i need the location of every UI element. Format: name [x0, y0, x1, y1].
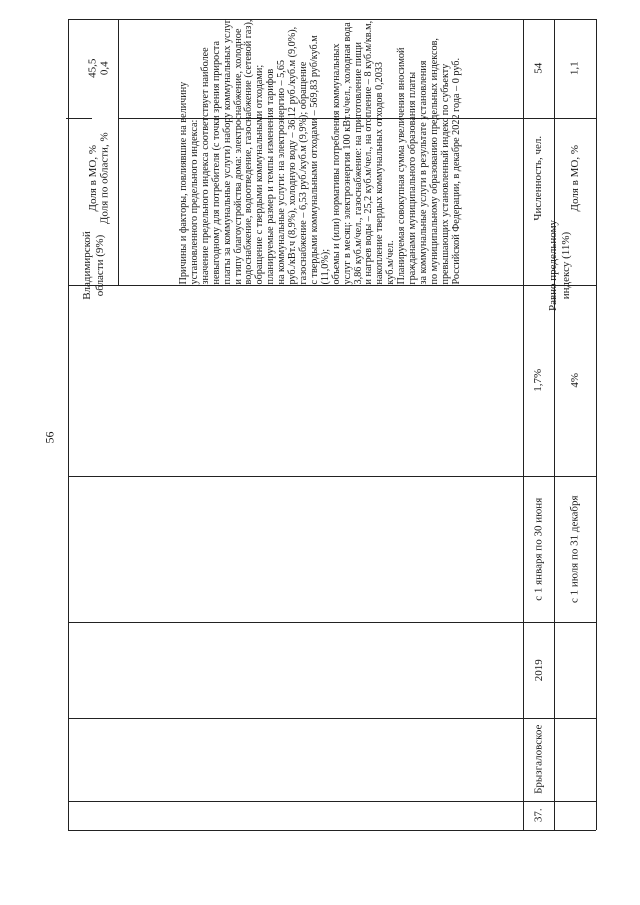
municipality: Брызгаловское — [532, 724, 545, 795]
row37-share-mo-label: Доля в МО, % — [568, 144, 581, 212]
reasons-text: Причины и факторы, повлиявшие на величину установленного предельного индекса: значение предельного индекса соответствует наиболее невыгодному для потребителя (с точки зрения прироста платы за коммунальные услуги) набору коммунальных услуг и типу благоустройства дома: электроснабжение, холодное водоснабжение, водоотведение, газоснабжение (сетевой газ), обращение с твердыми коммунальными отходами; планируемые размер и темпы изменения тарифов на коммунальные услуги: на электроэнергию – 5,65 руб./кВт.ч (8,9%), холодную воду – 36,12 руб./куб.м (9,0%), газоснабжение – 6,53 руб./куб.м (9,9%); обращение с твердыми коммунальными отходами – 569,83 руб/куб.м (11,0%); объемы и (или) нормативы потребления коммунальных услуг в месяц: электроэнергия 100 кВт.ч/чел., холодная вода 3,86 куб.м/чел., газоснабжение: на приготовление пищи и нагрев воды – 25,2 куб.м/чел., на отопление – 8 куб.м/кв.м, накопление твердых коммунальных отходов 0,2033 куб.м/чел. Планируемая совокупная сумма увеличения вносимой гражданами муниципального образования платы за коммунальные услуги в результате установления по муниципальному образованию предельных индексов, превышающих установленный индекс по субъекту Российской Федерации, в декабре 2022 года – 0 руб. — [177, 19, 462, 285]
period-2-cell — [554, 476, 596, 622]
table-rule — [68, 476, 596, 477]
table-rule — [68, 801, 596, 802]
equal-label-cell — [523, 219, 596, 311]
row-number-cell — [523, 801, 554, 830]
year-cell — [523, 622, 554, 718]
table-rule — [596, 19, 597, 830]
row37-share-mo-label-cell — [554, 118, 596, 238]
table-rule — [68, 830, 596, 831]
year: 2019 — [532, 659, 545, 681]
period-2: с 1 июля по 31 декабря — [568, 495, 581, 603]
table-rule — [68, 718, 596, 719]
share-oblast-label: Доля по области, % — [98, 132, 111, 224]
population-value-cell — [523, 19, 554, 118]
municipality-cell — [523, 718, 554, 801]
share-mo-label: Доля в МО, % — [86, 144, 99, 212]
index-2: 4% — [568, 373, 581, 388]
share-oblast-value-cell — [92, 19, 118, 118]
population-value: 54 — [532, 63, 545, 74]
period-1-cell — [523, 476, 554, 622]
period-1: с 1 января по 30 июня — [532, 497, 545, 601]
share-oblast-header-cell — [92, 118, 118, 238]
index-1: 1,7% — [532, 369, 545, 392]
population-label-cell — [523, 118, 554, 238]
row-number: 37. — [532, 808, 545, 823]
table-rule — [68, 622, 596, 623]
region-label: Владимирской области (9%) — [80, 230, 106, 300]
page-number: 56 — [42, 431, 57, 444]
index-2-cell — [554, 285, 596, 476]
share-oblast-value: 0,4 — [98, 61, 111, 76]
index-1-cell — [523, 285, 554, 476]
reasons-cell — [118, 19, 523, 285]
region-label-cell — [68, 230, 118, 300]
row37-share-mo-value: 1,1 — [568, 61, 581, 76]
equal-label: Равно предельному индексу (11%) — [547, 219, 572, 311]
row37-share-mo-value-cell — [554, 19, 596, 118]
share-mo-value: 45,5 — [86, 58, 99, 79]
population-label: Численность, чел. — [532, 135, 545, 221]
table-rule — [68, 285, 596, 286]
